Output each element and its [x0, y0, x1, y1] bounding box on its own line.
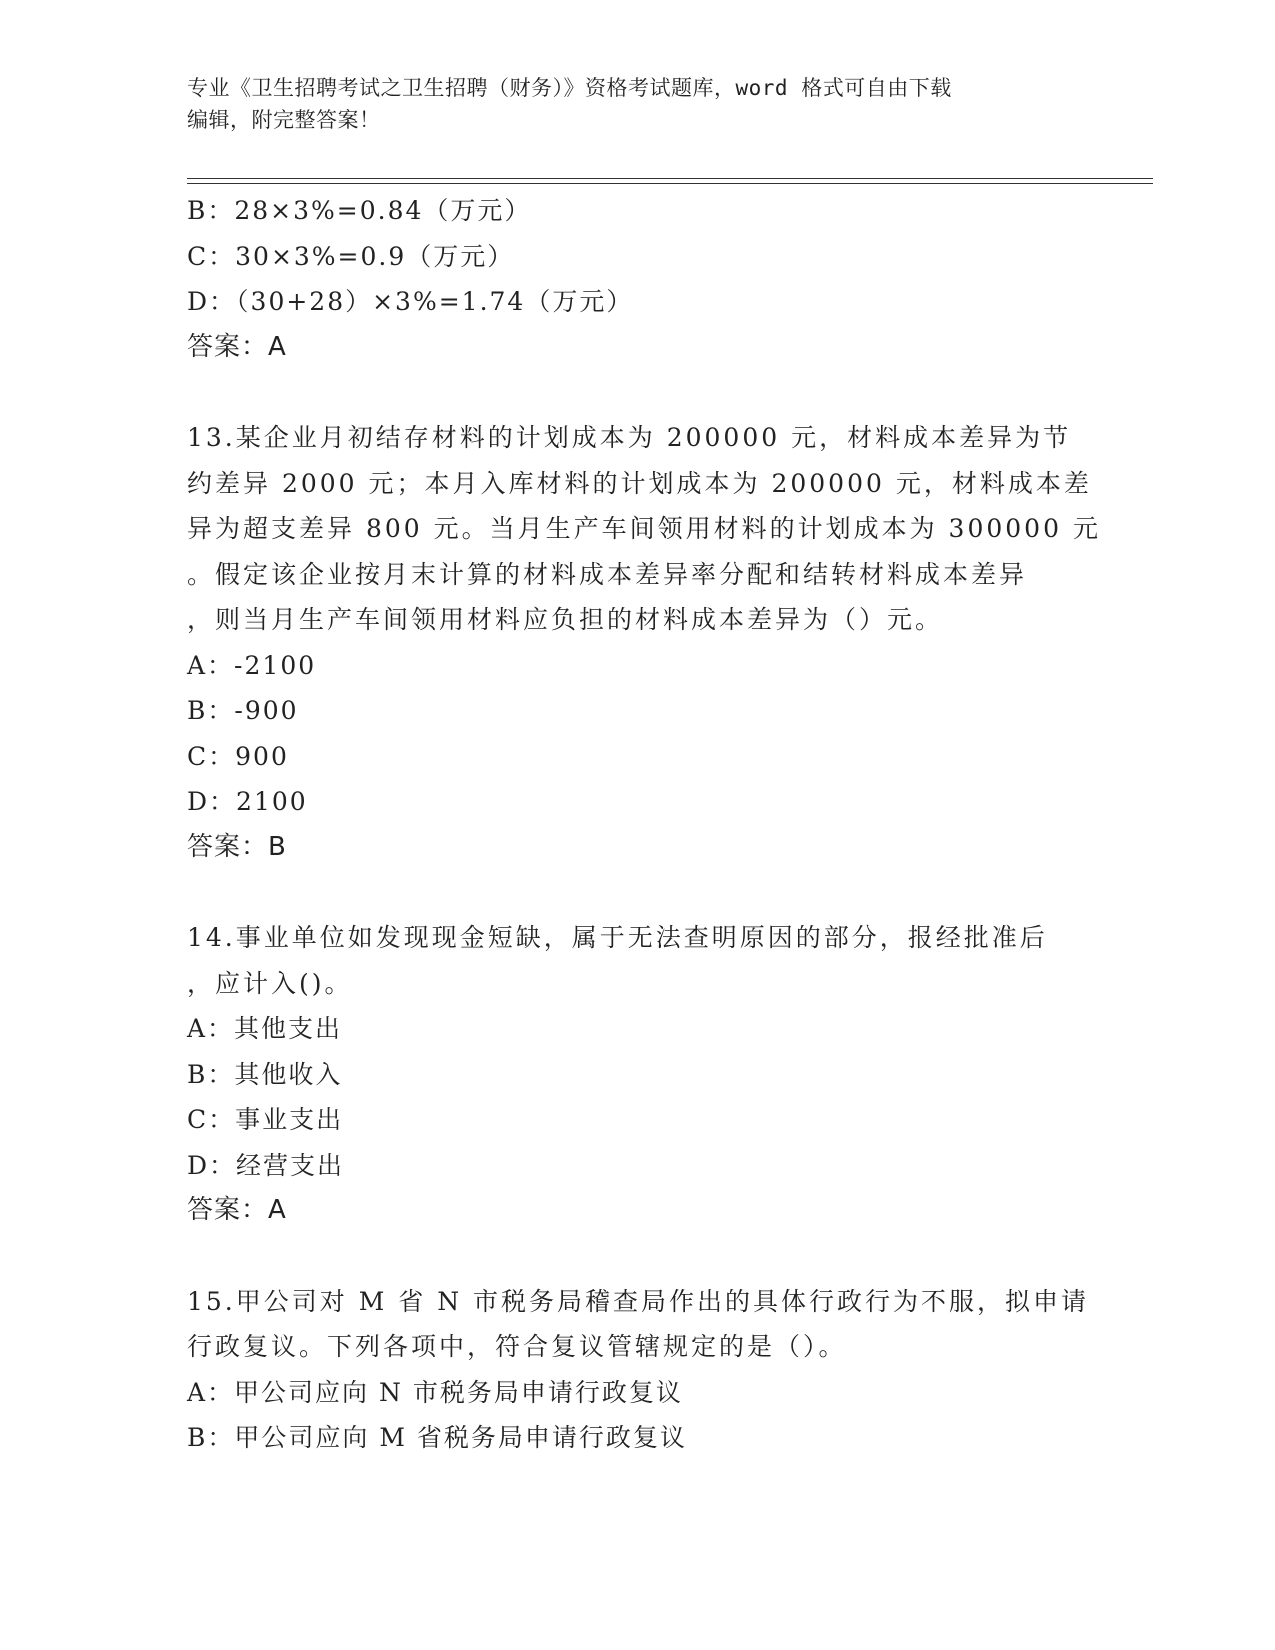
question-block-13	[187, 415, 1101, 870]
option-d: D：经营支出	[187, 1150, 345, 1180]
question-stem	[187, 915, 1087, 1006]
stem-line: ，应计入()。	[187, 968, 353, 998]
stem-line: ，则当月生产车间领用材料应负担的材料成本差异为（）元。	[187, 605, 944, 634]
answer-line: 答案：B	[187, 831, 287, 862]
question-block-15	[187, 1279, 1090, 1461]
option-a: A：甲公司应向 N 市税务局申请行政复议	[187, 1377, 683, 1407]
option-c: C：事业支出	[187, 1105, 344, 1134]
option-d: D：2100	[187, 787, 308, 816]
option-c: C：30×3%=0.9（万元）	[187, 241, 515, 271]
stem-line: 约差异 2000 元；本月入库材料的计划成本为 200000 元，材料成本差	[187, 468, 1092, 498]
stem-line: 13.某企业月初结存材料的计划成本为 200000 元，材料成本差异为节	[187, 423, 1072, 452]
header-line-1: 专业《卫生招聘考试之卫生招聘（财务）》资格考试题库，word 格式可自由下载	[187, 76, 952, 100]
option-b: B：甲公司应向 M 省税务局申请行政复议	[187, 1423, 687, 1452]
stem-line: 15.甲公司对 M 省 N 市税务局稽查局作出的具体行政行为不服，拟申请	[187, 1286, 1090, 1316]
option-c: C：900	[187, 741, 289, 771]
option-a: A：其他支出	[187, 1014, 343, 1043]
stem-line: 。假定该企业按月末计算的材料成本差异率分配和结转材料成本差异	[187, 559, 1028, 589]
option-a: A：-2100	[187, 650, 317, 680]
header-divider-top	[187, 178, 1153, 179]
answer-line: 答案：A	[187, 1195, 287, 1225]
question-stem	[187, 1279, 1090, 1370]
option-b: B：-900	[187, 696, 299, 725]
stem-line: 异为超支差异 800 元。当月生产车间领用材料的计划成本为 300000 元	[187, 514, 1101, 543]
page-header	[187, 72, 1067, 136]
question-content	[187, 188, 1101, 1461]
option-b: B：28×3%=0.84（万元）	[187, 196, 532, 225]
stem-line: 行政复议。下列各项中，符合复议管辖规定的是（）。	[187, 1332, 847, 1361]
header-line-2: 编辑，附完整答案！	[187, 108, 381, 132]
question-stem	[187, 415, 1101, 643]
question-block-12	[187, 188, 1087, 370]
answer-line: 答案：A	[187, 331, 287, 362]
stem-line: 14.事业单位如发现现金短缺，属于无法查明原因的部分，报经批准后	[187, 923, 1048, 952]
option-d: D：（30+28）×3%=1.74（万元）	[187, 287, 634, 316]
question-block-14	[187, 915, 1087, 1234]
option-b: B：其他收入	[187, 1059, 343, 1089]
header-divider-bottom	[187, 183, 1153, 184]
